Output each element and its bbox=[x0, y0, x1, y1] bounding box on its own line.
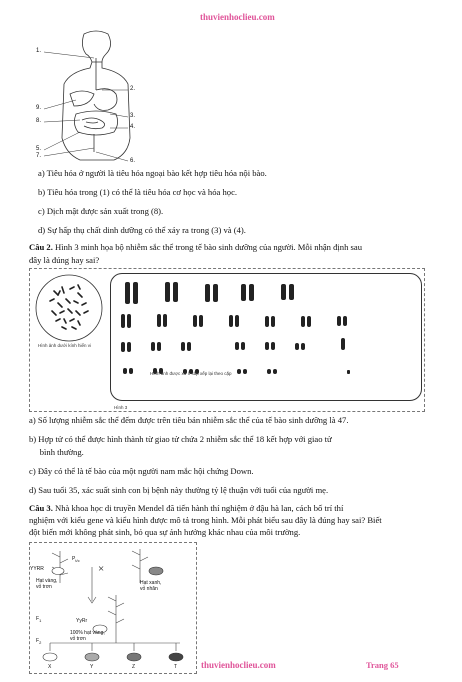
f2-class-t: T bbox=[174, 664, 178, 670]
f2-class-y: Y bbox=[90, 664, 94, 670]
organ-label-2: 2. bbox=[130, 86, 136, 92]
digestive-system-figure bbox=[36, 28, 146, 164]
q2-prompt-line1 bbox=[29, 242, 362, 253]
yyrr-left-label: YYRR bbox=[30, 566, 44, 572]
f1-label: F bbox=[36, 616, 40, 622]
right-seed-label: Hạt xanh, vỏ nhăn bbox=[140, 580, 162, 592]
footer-watermark: thuvienhoclieu.com bbox=[201, 660, 276, 670]
q2-option-b: b) Hợp tử có thể được hình thành từ giao tử chứa 2 nhiễm sắc thể 18 kết hợp với giao tử bbox=[29, 434, 332, 444]
organ-label-4: 4. bbox=[130, 124, 136, 130]
q3-number: Câu 3. bbox=[29, 503, 53, 513]
f2-class-z: Z bbox=[132, 664, 136, 670]
f2-sub: 2 bbox=[39, 640, 42, 645]
p-sub: t/c bbox=[75, 558, 80, 563]
q2-option-d: d) Sau tuổi 35, xác suất sinh con bị bệnh này thường tỷ lệ thuận với tuổi của người mẹ. bbox=[29, 485, 329, 495]
microscope-view bbox=[34, 273, 104, 353]
f2-label: F bbox=[36, 638, 40, 644]
microscope-caption: Hình ảnh dưới kính hiển vi bbox=[38, 343, 91, 348]
organ-label-7: 7. bbox=[36, 153, 42, 159]
karyotype-caption: Hình ảnh được xử lí sắp xếp lại theo cặp bbox=[150, 371, 232, 376]
left-seed-label: Hạt vàng, vỏ trơn bbox=[36, 578, 58, 590]
organ-label-6: 6. bbox=[130, 158, 136, 164]
organ-label-9: 9. bbox=[36, 105, 42, 111]
p-label: P bbox=[72, 556, 76, 562]
organ-label-1: 1. bbox=[36, 48, 42, 54]
q3-text-1: Nhà khoa học di truyền Mendel đã tiến hành thí nghiệm ở đậu hà lan, cách bố trí thí bbox=[52, 503, 344, 513]
digestive-system-drawing bbox=[36, 28, 146, 164]
q3-prompt-line1 bbox=[29, 503, 343, 514]
q2-text-1: Hình 3 minh họa bộ nhiễm sắc thể trong tế bào sinh dưỡng của người. Mỗi nhận định sau bbox=[52, 242, 363, 252]
f1-generation-label bbox=[36, 617, 41, 624]
q2-number: Câu 2. bbox=[29, 242, 53, 252]
organ-label-5: 5. bbox=[36, 146, 42, 152]
page-number: Trang 65 bbox=[366, 660, 399, 670]
p-generation-label bbox=[72, 557, 80, 564]
q2-option-c: c) Đây có thể là tế bào của một người nam mắc hội chứng Down. bbox=[29, 466, 254, 476]
q2-option-a: a) Số lượng nhiễm sắc thể đếm được trên tiêu bản nhiễm sắc thể của tế bào sinh dưỡng là 47. bbox=[29, 415, 349, 425]
mendel-drawing bbox=[30, 543, 198, 675]
f1-phenotype-label: 100% hạt vàng, vỏ trơn bbox=[70, 630, 105, 642]
organ-label-8: 8. bbox=[36, 118, 42, 124]
q1-option-a: a) Tiêu hóa ở người là tiêu hóa ngoại bào kết hợp tiêu hóa nội bào. bbox=[38, 168, 267, 178]
q3-prompt-line2: nghiệm với kiểu gene và kiểu hình được mô tả trong hình. Mỗi phát biểu sau đây là đúng hay sai? Biết bbox=[29, 515, 382, 525]
f2-class-x: X bbox=[48, 664, 52, 670]
f2-generation-label bbox=[36, 639, 41, 646]
header-watermark: thuvienhoclieu.com bbox=[200, 12, 275, 22]
chromosome-figure bbox=[29, 268, 425, 412]
microscope-circle-drawing bbox=[34, 273, 104, 353]
q2-prompt-line2: đây là đúng hay sai? bbox=[29, 255, 100, 265]
q2-option-b-cont: bình thường. bbox=[29, 447, 84, 457]
q1-option-b: b) Tiêu hóa trong (1) có thể là tiêu hóa cơ học và hóa học. bbox=[38, 187, 238, 197]
mendel-cross-figure bbox=[29, 542, 197, 674]
karyotype-drawing bbox=[111, 274, 421, 394]
f1-genotype-label: YyRr bbox=[76, 618, 88, 624]
organ-label-3: 3. bbox=[130, 113, 136, 119]
q1-option-c: c) Dịch mật được sản xuất trong (8). bbox=[38, 206, 164, 216]
q3-prompt-line3: đột biến mới không phát sinh, bỏ qua sự ảnh hưởng khác nhau của môi trường. bbox=[29, 527, 301, 537]
karyotype-panel bbox=[110, 273, 422, 401]
figure-3-label: Hình 3 bbox=[114, 405, 128, 410]
q1-option-d: d) Sự hấp thụ chất dinh dưỡng có thể xảy ra trong (3) và (4). bbox=[38, 225, 246, 235]
cross-symbol: × bbox=[98, 563, 105, 575]
f1-sub: 1 bbox=[39, 618, 42, 623]
